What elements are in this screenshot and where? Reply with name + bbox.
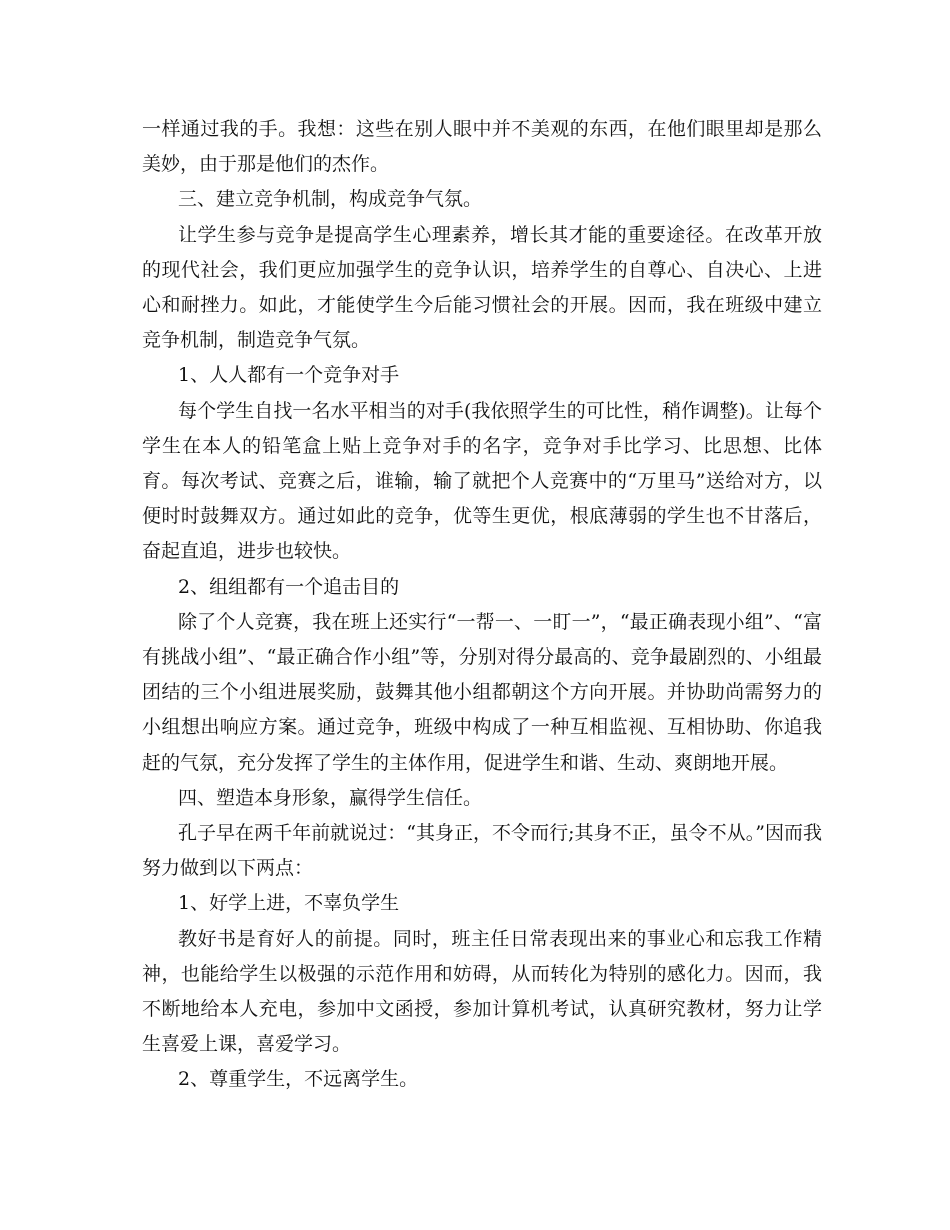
paragraph: 孔子早在两千年前就说过：“其身正，不令而行;其身不正，虽令不从。”因而我努力做到以下两点： <box>142 822 822 880</box>
subheading-2: 2、组组都有一个追击目的 <box>178 575 400 598</box>
subheading-2: 2、尊重学生，不远离学生。 <box>178 1068 419 1091</box>
paragraph: 除了个人竞赛，我在班上还实行“一帮一、一盯一”，“最正确表现小组”、“富有挑战小组”、“最正确合作小组”等，分别对得分最高的、竞争最剧烈的、小组最团结的三个小组进展奖励，鼓舞其他小组都朝这个方向开展。并协助尚需努力的小组想出响应方案。通过竞争，班级中构成了一种互相监视、互相协助、你追我赶的气氛，充分发挥了学生的主体作用，促进学生和谐、生动、爽朗地开展。 <box>142 610 822 774</box>
document-body <box>142 112 822 1098</box>
section-heading-4: 四、塑造本身形象，赢得学生信任。 <box>178 786 483 809</box>
paragraph: 教好书是育好人的前提。同时，班主任日常表现出来的事业心和忘我工作精神，也能给学生以极强的示范作用和妨碍，从而转化为特别的感化力。因而，我不断地给本人充电，参加中文函授，参加计算机考试，认真研究教材，努力让学生喜爱上课，喜爱学习。 <box>142 927 822 1056</box>
paragraph: 每个学生自找一名水平相当的对手(我依照学生的可比性，稍作调整)。让每个学生在本人的铅笔盒上贴上竞争对手的名字，竞争对手比学习、比思想、比体育。每次考试、竞赛之后，谁输，输了就把个人竞赛中的“万里马”送给对方，以便时时鼓舞双方。通过如此的竞争，优等生更优，根底薄弱的学生也不甘落后，奋起直追，进步也较快。 <box>142 399 822 563</box>
paragraph-continuation: 一样通过我的手。我想：这些在别人眼中并不美观的东西，在他们眼里却是那么美妙，由于那是他们的杰作。 <box>142 118 822 176</box>
subheading-1: 1、人人都有一个竞争对手 <box>178 364 400 387</box>
paragraph: 让学生参与竞争是提高学生心理素养，增长其才能的重要途径。在改革开放的现代社会，我们更应加强学生的竞争认识，培养学生的自尊心、自决心、上进心和耐挫力。如此，才能使学生今后能习惯社会的开展。因而，我在班级中建立竞争机制，制造竞争气氛。 <box>142 223 822 352</box>
subheading-1: 1、好学上进，不辜负学生 <box>178 892 400 915</box>
section-heading-3: 三、建立竞争机制，构成竞争气氛。 <box>178 188 483 211</box>
